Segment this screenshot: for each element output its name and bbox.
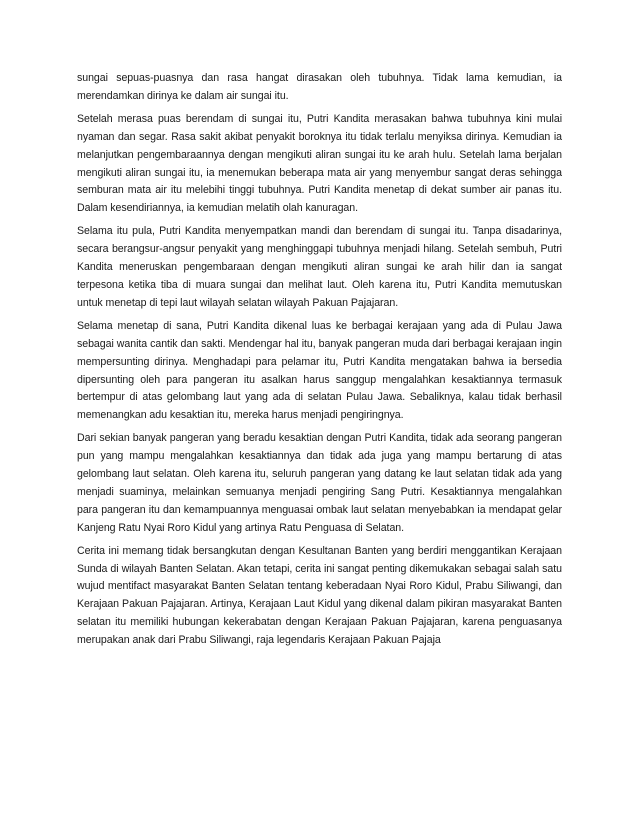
paragraph-4: Selama menetap di sana, Putri Kandita dikenal luas ke berbagai kerajaan yang ada di Pulau Jawa sebagai wanita cantik dan sakti. Mendengar hal itu, banyak pangeran muda dari berbagai kerajaan ingin mempersunting dirinya. Menghadapi para pelamar itu, Putri Kandita mengatakan bahwa ia bersedia dipersunting oleh para pangeran itu asalkan harus sanggup mengalahkan kesaktiannya termasuk bertempur di atas gelombang laut yang ada di selatan Pulau Jawa. Sebaliknya, kalau tidak berhasil memenangkan adu kesaktian itu, mereka harus menjadi pengiringnya. [77, 319, 562, 422]
paragraph-2: Setelah merasa puas berendam di sungai itu, Putri Kandita merasakan bahwa tubuhnya kini mulai nyaman dan segar. Rasa sakit akibat penyakit boroknya itu tidak terlalu menyiksa dirinya. Kemudian ia melanjutkan pengembaraannya dengan mengikuti aliran sungai itu ke arah hulu. Setelah lama berjalan mengikuti aliran sungai itu, ia menemukan beberapa mata air yang menyembur sangat deras sehingga semburan mata air itu melebihi tinggi tubuhnya. Putri Kandita menetap di dekat sumber air panas itu. Dalam kesendiriannya, ia kemudian melatih olah kanuragan. [77, 112, 562, 215]
paragraph-6: Cerita ini memang tidak bersangkutan dengan Kesultanan Banten yang berdiri menggantikan Kerajaan Sunda di wilayah Banten Selatan. Akan tetapi, cerita ini sangat penting dikemukakan sebagai salah satu wujud mentifact masyarakat Banten Selatan tentang keberadaan Nyai Roro Kidul, Prabu Siliwangi, dan Kerajaan Pakuan Pajajaran. Artinya, Kerajaan Laut Kidul yang dikenal dalam pikiran masyarakat Banten selatan itu memiliki hubungan kekerabatan dengan Kerajaan Pakuan Pajajaran, karena penguasanya merupakan anak dari Prabu Siliwangi, raja legendaris Kerajaan Pakuan Pajaja [77, 544, 562, 647]
paragraph-5: Dari sekian banyak pangeran yang beradu kesaktian dengan Putri Kandita, tidak ada seorang pangeran pun yang mampu mengalahkan kesaktiannya dan tidak ada juga yang mampu bertarung di atas gelombang laut selatan. Oleh karena itu, seluruh pangeran yang datang ke laut selatan tidak ada yang menjadi suaminya, melainkan semuanya menjadi pengiring Sang Putri. Kesaktiannya mengalahkan para pangeran itu dan kemampuannya menguasai ombak laut selatan menyebabkan ia mendapat gelar Kanjeng Ratu Nyai Roro Kidul yang artinya Ratu Penguasa di Selatan. [77, 432, 562, 534]
paragraph-1: sungai sepuas-puasnya dan rasa hangat dirasakan oleh tubuhnya. Tidak lama kemudian, ia merendamkan dirinya ke dalam air sungai itu. [77, 72, 562, 102]
paragraph-3: Selama itu pula, Putri Kandita menyempatkan mandi dan berendam di sungai itu. Tanpa disadarinya, secara berangsur-angsur penyakit yang menghinggapi tubuhnya menjadi hilang. Setelah sembuh, Putri Kandita meneruskan pengembaraan dengan mengikuti aliran sungai ke arah hilir dan ia sangat terpesona ketika tiba di muara sungai dan melihat laut. Oleh karena itu, Putri Kandita memutuskan untuk menetap di tepi laut wilayah selatan wilayah Pakuan Pajajaran. [77, 225, 562, 309]
document-body [77, 70, 562, 655]
